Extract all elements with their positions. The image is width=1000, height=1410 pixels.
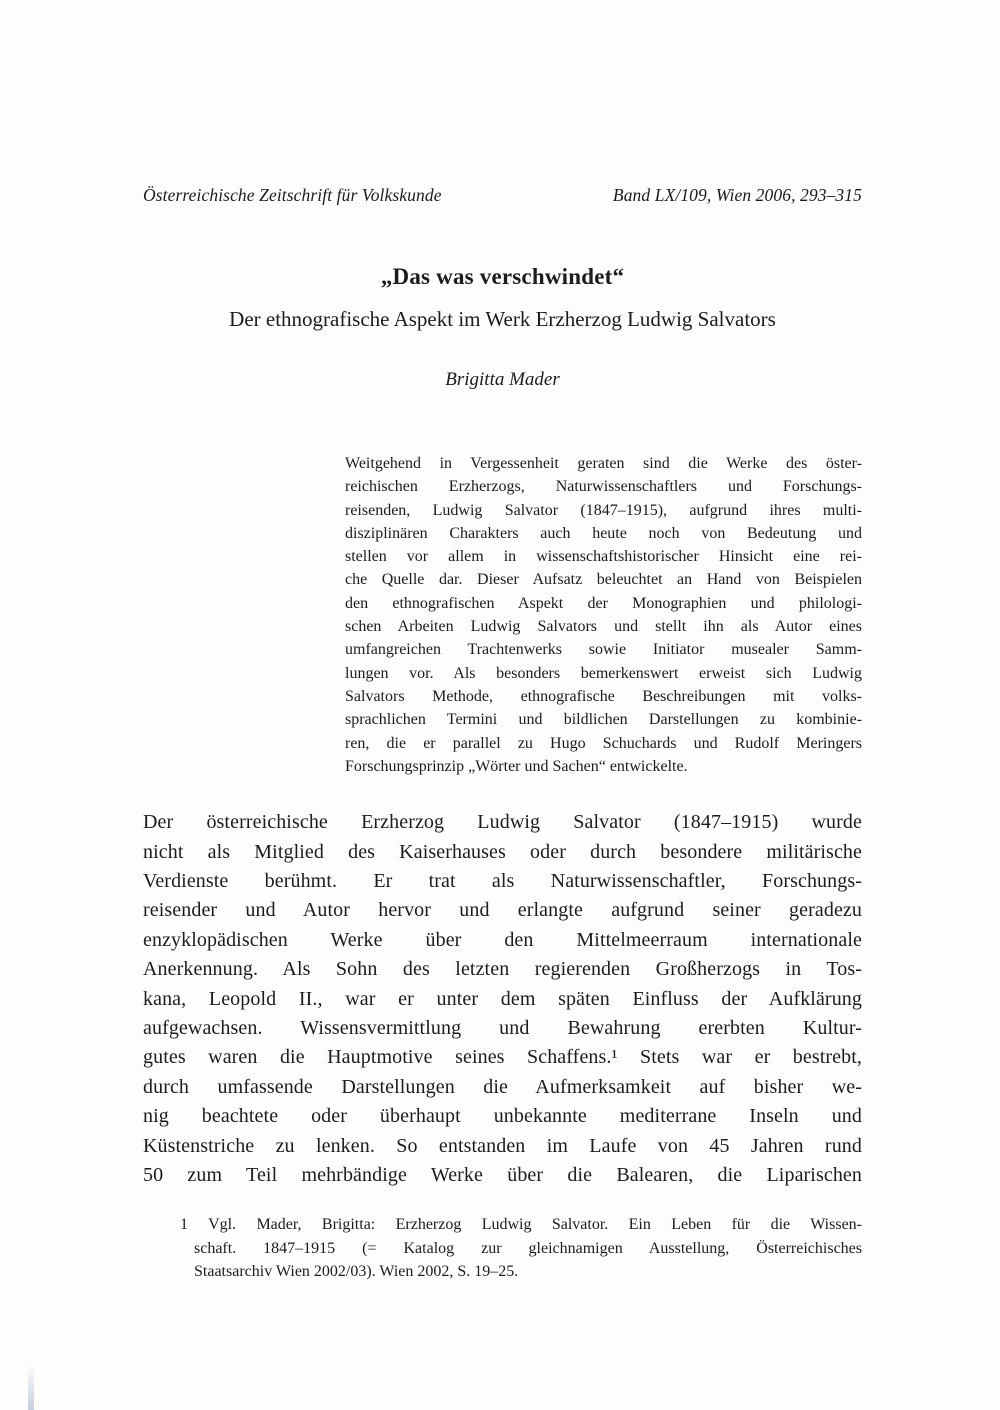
- body-paragraph: [143, 808, 862, 1190]
- body-line: reisender und Autor hervor und erlangte aufgrund seiner geradezu: [143, 899, 862, 922]
- abstract-line: den ethnografischen Aspekt der Monographien und philologi-: [345, 594, 862, 612]
- abstract-block: [345, 452, 862, 778]
- body-line: nicht als Mitglied des Kaiserhauses oder durch besondere militärische: [143, 840, 862, 863]
- article-subtitle: Der ethnografische Aspekt im Werk Erzherzog Ludwig Salvators: [229, 307, 776, 331]
- footnote-line: schaft. 1847–1915 (= Katalog zur gleichnamigen Ausstellung, Österreichisches: [194, 1239, 862, 1257]
- abstract-line: stellen vor allem in wissenschaftshistorischer Hinsicht eine rei-: [345, 548, 862, 566]
- body-line: kana, Leopold II., war er unter dem späten Einfluss der Aufklärung: [143, 987, 862, 1010]
- body-line: enzyklopädischen Werke über den Mittelmeerraum internationale: [143, 928, 862, 951]
- abstract-line: disziplinären Charakters auch heute noch von Bedeutung und: [345, 524, 862, 542]
- body-line: durch umfassende Darstellungen die Aufmerksamkeit auf bisher we-: [143, 1075, 862, 1098]
- body-line: Küstenstriche zu lenken. So entstanden im Laufe von 45 Jahren rund: [143, 1134, 862, 1157]
- abstract-line: lungen vor. Als besonders bemerkenswert erweist sich Ludwig: [345, 664, 862, 682]
- abstract-line: che Quelle dar. Dieser Aufsatz beleuchtet an Hand von Beispielen: [345, 571, 862, 589]
- body-line: Anerkennung. Als Sohn des letzten regierenden Großherzogs in Tos-: [143, 958, 862, 981]
- body-line: Der österreichische Erzherzog Ludwig Salvator (1847–1915) wurde: [143, 811, 862, 834]
- abstract-line: ren, die er parallel zu Hugo Schuchards und Rudolf Meringers: [345, 734, 862, 752]
- body-line: Verdienste berühmt. Er trat als Naturwissenschaftler, Forschungs-: [143, 869, 862, 892]
- footnote-line: 1 Vgl. Mader, Brigitta: Erzherzog Ludwig Salvator. Ein Leben für die Wissen-: [180, 1216, 862, 1234]
- abstract-line: reisenden, Ludwig Salvator (1847–1915), aufgrund ihres multi-: [345, 501, 862, 519]
- body-line: 50 zum Teil mehrbändige Werke über die Balearen, die Liparischen: [143, 1164, 862, 1187]
- body-line: aufgewachsen. Wissensvermittlung und Bewahrung ererbten Kultur-: [143, 1017, 862, 1039]
- author-name: Brigitta Mader: [445, 369, 560, 390]
- footnote-line: Staatsarchiv Wien 2002/03). Wien 2002, S. 19–25.: [194, 1263, 519, 1281]
- abstract-line: umfangreichen Trachtenwerks sowie Initiator musealer Samm-: [345, 641, 862, 659]
- issue-info: Band LX/109, Wien 2006, 293–315: [612, 185, 862, 205]
- abstract-line: sprachlichen Termini und bildlichen Darstellungen zu kombinie-: [345, 711, 862, 729]
- article-title: „Das was verschwindet“: [380, 264, 625, 289]
- abstract-line: Weitgehend in Vergessenheit geraten sind die Werke des öster-: [345, 455, 862, 472]
- scan-edge-artifact: [28, 1364, 34, 1410]
- body-line: gutes waren die Hauptmotive seines Schaffens.¹ Stets war er bestrebt,: [143, 1046, 862, 1069]
- abstract-line: reichischen Erzherzogs, Naturwissenschaftlers und Forschungs-: [345, 478, 862, 496]
- abstract-line: Forschungsprinzip „Wörter und Sachen“ entwickelte.: [345, 757, 688, 775]
- journal-name: Österreichische Zeitschrift für Volkskunde: [143, 185, 442, 205]
- abstract-line: Salvators Methode, ethnografische Beschreibungen mit volks-: [345, 687, 862, 705]
- body-line: nig beachtete oder überhaupt unbekannte mediterrane Inseln und: [143, 1105, 862, 1128]
- footnote-block: [180, 1213, 862, 1284]
- page-header: [143, 185, 862, 206]
- abstract-line: schen Arbeiten Ludwig Salvators und stellt ihn als Autor eines: [345, 618, 862, 636]
